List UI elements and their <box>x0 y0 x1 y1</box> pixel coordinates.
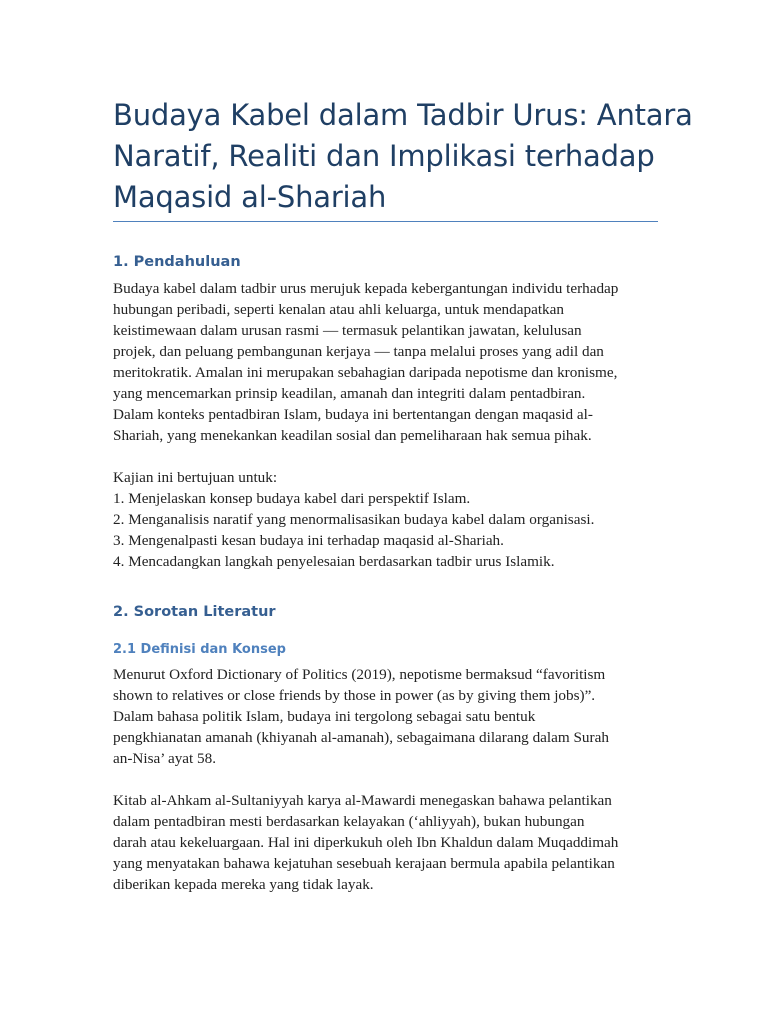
text-line: Dalam konteks pentadbiran Islam, budaya ini bertentangan dengan maqasid al- <box>113 406 593 423</box>
text-line: an-Nisa’ ayat 58. <box>113 750 217 767</box>
objective-item: 4. Mencadangkan langkah penyelesaian berdasarkan tadbir urus Islamik. <box>113 553 555 570</box>
text-line: darah atau kekeluargaan. Hal ini diperkukuh oleh Ibn Khaldun dalam Muqaddimah <box>113 834 619 851</box>
text-line: dalam pentadbiran mesti berdasarkan kelayakan (‘ahliyyah), bukan hubungan <box>113 813 585 830</box>
title-line: Budaya Kabel dalam Tadbir Urus: Antara <box>113 98 693 132</box>
text-line: pengkhianatan amanah (khiyanah al-amanah), sebagaimana dilarang dalam Surah <box>113 729 609 746</box>
text-line: meritokratik. Amalan ini merupakan sebahagian daripada nepotisme dan kronisme, <box>113 364 618 381</box>
text-line: hubungan peribadi, seperti kenalan atau ahli keluarga, untuk mendapatkan <box>113 301 564 318</box>
objectives-paragraph <box>113 467 658 572</box>
text-line: shown to relatives or close friends by those in power (as by giving them jobs)”. <box>113 687 596 704</box>
document-title <box>113 95 693 218</box>
intro-paragraph <box>113 278 658 446</box>
text-line: Menurut Oxford Dictionary of Politics (2019), nepotisme bermaksud “favoritism <box>113 666 606 683</box>
text-line: Dalam bahasa politik Islam, budaya ini tergolong sebagai satu bentuk <box>113 708 536 725</box>
text-line: projek, dan peluang pembangunan kerjaya — tanpa melalui proses yang adil dan <box>113 343 604 360</box>
objectives-intro: Kajian ini bertujuan untuk: <box>113 469 278 486</box>
title-line: Naratif, Realiti dan Implikasi terhadap <box>113 139 655 173</box>
mawardi-paragraph <box>113 790 658 895</box>
objective-item: 2. Menganalisis naratif yang menormalisasikan budaya kabel dalam organisasi. <box>113 511 595 528</box>
text-line: yang mencemarkan prinsip keadilan, amanah dan integriti dalam pentadbiran. <box>113 385 586 402</box>
section-2-heading: 2. Sorotan Literatur <box>113 604 276 620</box>
section-1-heading: 1. Pendahuluan <box>113 254 241 270</box>
text-line: yang menyatakan bahawa kejatuhan sesebuah kerajaan bermula apabila pelantikan <box>113 855 615 872</box>
title-divider <box>113 221 658 222</box>
objective-item: 1. Menjelaskan konsep budaya kabel dari perspektif Islam. <box>113 490 471 507</box>
text-line: keistimewaan dalam urusan rasmi — termasuk pelantikan jawatan, kelulusan <box>113 322 582 339</box>
definition-paragraph <box>113 664 658 769</box>
objective-item: 3. Mengenalpasti kesan budaya ini terhadap maqasid al-Shariah. <box>113 532 504 549</box>
title-line: Maqasid al-Shariah <box>113 180 387 214</box>
subsection-2-1-heading: 2.1 Definisi dan Konsep <box>113 642 286 657</box>
text-line: diberikan kepada mereka yang tidak layak. <box>113 876 374 893</box>
text-line: Budaya kabel dalam tadbir urus merujuk kepada kebergantungan individu terhadap <box>113 280 619 297</box>
text-line: Kitab al-Ahkam al-Sultaniyyah karya al-Mawardi menegaskan bahawa pelantikan <box>113 792 612 809</box>
text-line: Shariah, yang menekankan keadilan sosial dan pemeliharaan hak semua pihak. <box>113 427 592 444</box>
